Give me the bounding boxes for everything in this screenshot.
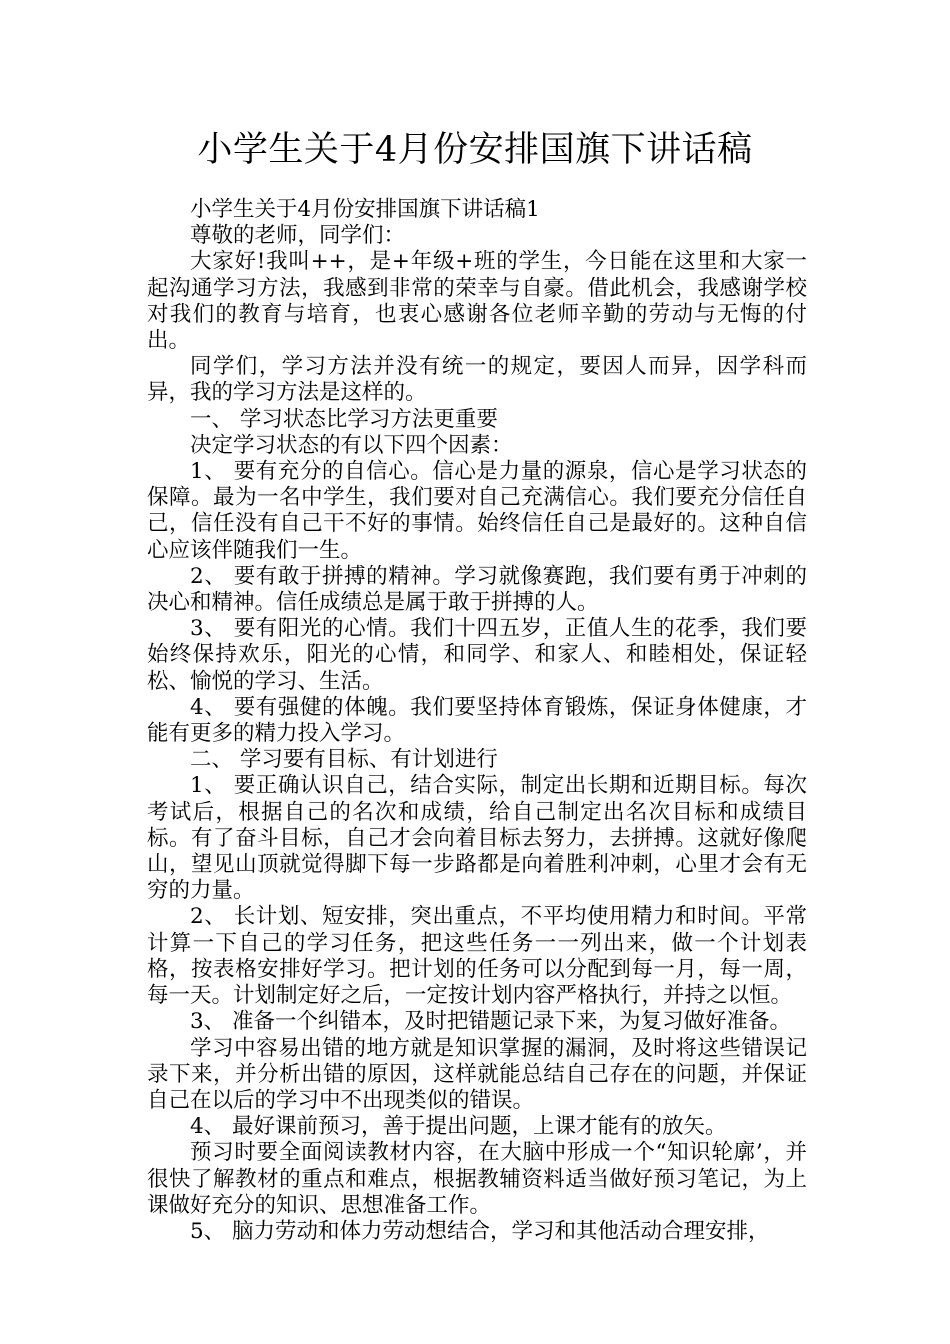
section-heading: 二、 学习要有目标、有计划进行: [190, 747, 498, 773]
paragraph: 3、 要有阳光的心情。我们十四五岁，正值人生的花季，我们要始终保持欢乐，阳光的心情，和同学、和家人、和睦相处，保证轻松、愉悦的学习、生活。: [147, 616, 807, 694]
paragraph: 2、 长计划、短安排，突出重点，不平均使用精力和时间。平常计算一下自己的学习任务，把这些任务一一列出来，做一个计划表格，按表格安排好学习。把计划的任务可以分配到每一月，每一周，每一天。计划制定好之后，一定按计划内容严格执行，并持之以恒。: [147, 904, 807, 1009]
paragraph: 同学们，学习方法并没有统一的规定，要因人而异，因学科而异，我的学习方法是这样的。: [147, 354, 807, 406]
paragraph: 2、 要有敢于拼搏的精神。学习就像赛跑，我们要有勇于冲刺的决心和精神。信任成绩总是属于敢于拼搏的人。: [147, 563, 807, 616]
paragraph: 大家好!我叫++，是+年级+班的学生，今日能在这里和大家一起沟通学习方法，我感到非常的荣幸与自豪。借此机会，我感谢学校对我们的教育与培育，也衷心感谢各位老师辛勤的劳动与无悔的付出。: [147, 249, 807, 354]
document-body: [147, 197, 807, 1245]
paragraph: 决定学习状态的有以下四个因素：: [190, 432, 513, 458]
paragraph: 学习中容易出错的地方就是知识掌握的漏洞，及时将这些错误记录下来，并分析出错的原因，这样就能总结自己存在的问题，并保证自己在以后的学习中不出现类似的错误。: [147, 1035, 807, 1113]
paragraph: 5、 脑力劳动和体力劳动想结合，学习和其他活动合理安排，: [190, 1218, 770, 1244]
paragraph: 尊敬的老师，同学们：: [190, 223, 406, 249]
section-heading: 一、 学习状态比学习方法更重要: [190, 406, 498, 432]
paragraph: 预习时要全面阅读教材内容，在大脑中形成一个“知识轮廓’，并很快了解教材的重点和难点，根据教辅资料适当做好预习笔记，为上课做好充分的知识、思想准备工作。: [147, 1140, 807, 1218]
document-title: 小学生关于4月份安排国旗下讲话稿: [197, 130, 753, 170]
paragraph: 1、 要正确认识自己，结合实际，制定出长期和近期目标。每次考试后，根据自己的名次和成绩，给自己制定出名次目标和成绩目标。有了奋斗目标，自己才会向着目标去努力，去拼搏。这就好像爬山，望见山顶就觉得脚下每一步路都是向着胜利冲刺，心里才会有无穷的力量。: [147, 773, 807, 904]
paragraph: 4、 要有强健的体魄。我们要坚持体育锻炼，保证身体健康，才能有更多的精力投入学习。: [147, 694, 807, 747]
paragraph: 3、 准备一个纠错本，及时把错题记录下来，为复习做好准备。: [190, 1009, 792, 1035]
paragraph: 小学生关于4月份安排国旗下讲话稿1: [190, 197, 540, 222]
paragraph: 4、 最好课前预习，善于提出问题，上课才能有的放矢。: [190, 1114, 727, 1140]
paragraph: 1、 要有充分的自信心。信心是力量的源泉，信心是学习状态的保障。最为一名中学生，我们要对自己充满信心。我们要充分信任自己，信任没有自己干不好的事情。始终信任自己是最好的。这种自信心应该伴随我们一生。: [147, 459, 807, 563]
